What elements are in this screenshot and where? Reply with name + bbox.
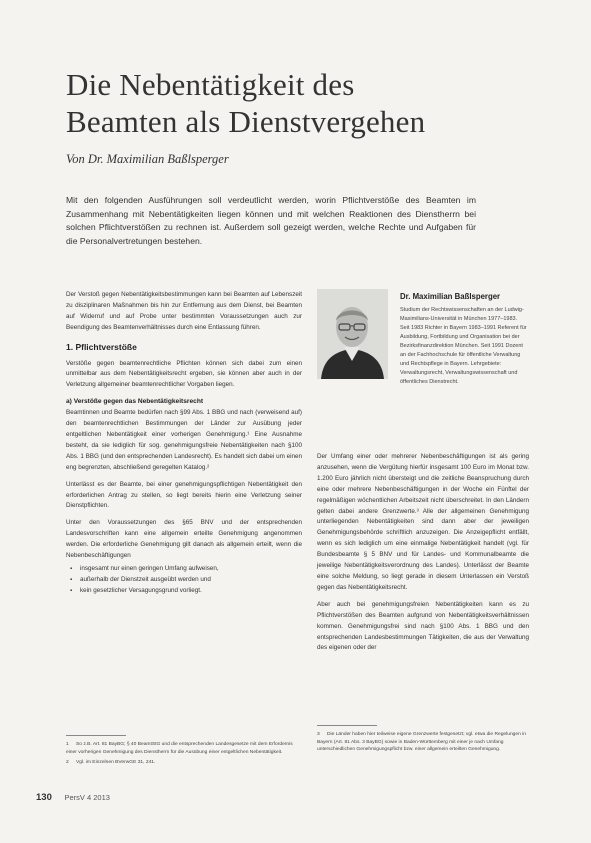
author-photo: [317, 289, 388, 379]
title-line-2: Beamten als Dienstvergehen: [66, 104, 426, 139]
bio-name: Dr. Maximilian Baßlsperger: [400, 292, 501, 301]
lead-paragraph: Mit den folgenden Ausführungen soll verdeutlicht werden, worin Pflichtverstöße des Beamten im Zusammenhang mit Nebentätigkeiten liegen können und mit welchen Reaktionen des Dienstherrn bei solchen Pflichtverstößen zu rechnen ist. Außerdem soll gezeigt werden, welche Rechte und Aufgaben für die Personalvertretungen bestehen.: [66, 195, 476, 246]
footnote: 3 Die Länder haben hier teilweise eigene Grenzwerte festgesetzt; vgl. etwa die Regelungen in Bayern (Art. 81 Abs. 3 BayBG) sowie in Baden-Württemberg mit einer je nach Umfang unterschiedlichen Genehmigungspflicht bzw. einer allgemein erteilten Genehmigung.: [317, 732, 527, 753]
footnote-divider: [317, 725, 377, 726]
subsection-heading: a) Verstöße gegen das Nebentätigkeitsrecht: [66, 398, 204, 406]
bio-text: Studium der Rechtswissenschaften an der Ludwig-Maximilians-Universität in München 1977–1983. Seit 1983 Richter in Bayern 1983–1991 Referent für Ausbildung, Fortbildung und Organisation bei der Bezirksfinanzdirektion München. Seit 1991 Dozent an der Fachhochschule für öffentliche Verwaltung und Rechtspflege in Bayern. Lehrgebiete: Verwaltungsrecht, Verwaltungswissenschaft und öffentliches Dienstrecht.: [400, 307, 527, 385]
paragraph: Unterlässt es der Beamte, bei einer genehmigungspflichtigen Nebentätigkeit den erforderlichen Antrag zu stellen, so liegt bereits hierin eine Verletzung seiner Dienstpflichten.: [66, 480, 302, 510]
list-item: ▪ außerhalb der Dienstzeit ausgeübt werden und: [80, 575, 302, 586]
paragraph: Unter den Voraussetzungen des §65 BNV und der entsprechenden Landesvorschriften kann eine allgemein erteilte Genehmigung angenommen werden. Die erforderliche Genehmigung gilt danach als allgemein erteilt, wenn die Nebenbeschäftigungen: [66, 519, 302, 560]
list-item: ▪ kein gesetzlicher Versagungsgrund vorliegt.: [80, 586, 302, 597]
publication-label: PersV 4 2013: [64, 793, 110, 802]
paragraph: Der Umfang einer oder mehrerer Nebenbeschäftigungen ist als gering anzusehen, wenn die Vergütung hierfür insgesamt 100 Euro im Monat bzw. 1.200 Euro jährlich nicht übersteigt und die zeitliche Beanspruchung durch eine oder mehrere Nebenbeschäftigungen in der Woche ein Fünftel der regelmäßigen wöchentlichen Arbeitszeit nicht überschreitet. In den Ländern gelten dabei andere Grenzwerte.³ Alle der allgemeinen Genehmigung unterliegenden Nebentätigkeiten sind dann aber der jeweiligen Genehmigungsbehörde schriftlich anzuzeigen. Die Anzeigepflicht entfällt, wenn es sich lediglich um eine einmalige Nebentätigkeit handelt (vgl. für Bundesbeamte § 5 BNV und für Landes- und Kommunalbeamte die jeweilige Nebentätigkeitsverordnung des Landes). Unterlässt der Beamte eine solche Meldung, so liegt gerade in diesem Unterlassen ein Verstoß gegen das Nebentätigkeitsrecht.: [317, 453, 529, 591]
right-column: [317, 452, 529, 660]
paragraph: Beamtinnen und Beamte bedürfen nach §99 Abs. 1 BBG und nach (verweisend auf) den beamtenrechtlichen Bestimmungen der Länder zur Ausübung jeder entgeltlichen Nebentätigkeit einer vorherigen Genehmigung.¹ Eine Ausnahme besteht, da sie lediglich für sog. genehmigungsfreie Nebentätigkeiten nach §100 Abs. 1 BBG (und den entsprechenden Landesrecht). Es handelt sich dabei um einen eng begrenzten, abschließend geregelten Katalog.²: [66, 409, 302, 471]
footnote: 2 Vgl. im Einzelnen BVerwGE 31, 241.: [66, 760, 156, 766]
intro-paragraph: Der Verstoß gegen Nebentätigkeitsbestimmungen kann bei Beamten auf Lebenszeit zu disziplinaren Maßnahmen bis hin zur Entfernung aus dem Dienst, bei Beamten auf Widerruf und auf Probe unter bestimmten Voraussetzungen auch zur Beendigung des Beamtenverhältnisses durch eine Entlassung führen.: [66, 291, 302, 331]
portrait-image: [317, 289, 388, 379]
bullet-list: [66, 564, 302, 597]
footnote: 1 So z.B. Art. 81 BayBG; § 40 BeamtStG und die entsprechenden Landesgesetze mit dem Erfordernis einer vorherigen Genehmigung des Dienstherrn für die Ausübung einer entgeltlichen Nebentätigkeit.: [66, 742, 293, 755]
footnotes-right: [317, 731, 529, 754]
author-byline: Von Dr. Maximilian Baßlsperger: [66, 152, 229, 166]
paragraph: Verstöße gegen beamtenrechtliche Pflichten können sich dabei zum einen unmittelbar aus dem Nebentätigkeitsrecht ergeben, sie können aber auch in der Verletzung allgemeiner beamtenrechtlicher Vorgaben liegen.: [66, 359, 302, 389]
article-title: [66, 66, 425, 140]
footnote-divider: [66, 735, 126, 736]
footnotes-left: [66, 741, 302, 767]
paragraph: Aber auch bei genehmigungsfreien Nebentätigkeiten kann es zu Pflichtverstößen des Beamten aufgrund von Nebentätigkeitsverhältnissen kommen. Genehmigungsfrei sind nach §100 Abs. 1 BBG und den entsprechenden Landesbestimmungen Tätigkeiten, die aus der Verwaltung des eigenen oder der: [317, 600, 529, 652]
title-line-1: Die Nebentätigkeit des: [66, 67, 355, 102]
page-footer: [36, 792, 110, 803]
section-heading-pflichtverstoesse: 1. Pflichtverstöße: [66, 341, 137, 352]
list-item: ▪ insgesamt nur einen geringen Umfang aufweisen,: [80, 564, 302, 575]
page-number: 130: [36, 792, 52, 803]
left-column: [66, 290, 302, 597]
